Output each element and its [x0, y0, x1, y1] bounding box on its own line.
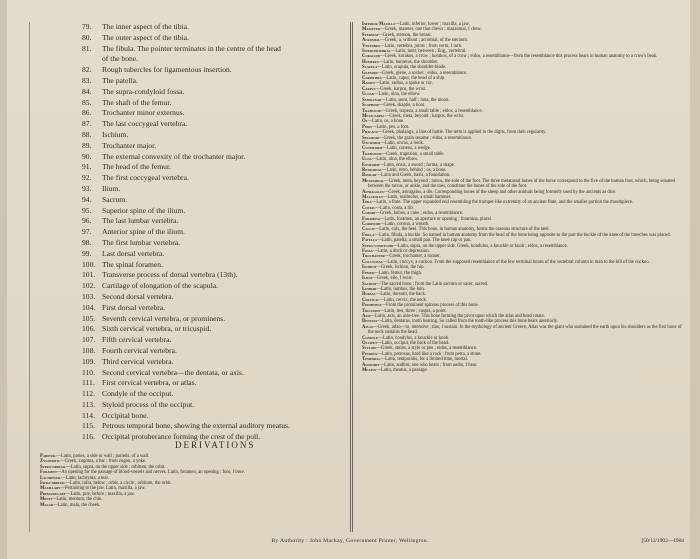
derivation-term: Carpitibus	[362, 76, 382, 82]
derivation-term: Trapezium	[362, 151, 382, 157]
item-text: First cervical vertebra, or atlas.	[102, 378, 197, 388]
list-item	[82, 184, 352, 195]
item-text: Anterior spine of the ilium.	[102, 227, 185, 237]
derivation-term: Cervical	[362, 297, 380, 303]
item-text: The spinal foramen.	[102, 259, 163, 269]
item-text: Sacrum.	[102, 194, 128, 204]
derivation-definition: —Latin, semi, half ; luna, the moon.	[381, 97, 450, 103]
printer-imprint: By Authority : John Mackay, Government Printer, Wellington.	[271, 538, 429, 544]
derivation-term: Trapezoid	[362, 108, 381, 114]
derivation-definition: —Greek, atlao—to, intensive ; tlao, I sustain. In the mythology of ancient Greece, Atlas was the giant who sustained the earth upon his shoulders as the first bone of the neck sustains the head.	[368, 324, 682, 336]
derivation-term: Cuboid	[362, 211, 376, 217]
list-item	[82, 260, 352, 271]
derivation-definition: —Latin, dentatus, tooth bearing. So called from the tooth-like process this bone bears anteriorly.	[377, 319, 559, 325]
derivation-definition: —Latin, ulna, the elbow.	[371, 157, 419, 163]
list-item	[82, 206, 352, 217]
item-text: Fifth cervical vertebra.	[102, 335, 172, 345]
list-item	[82, 216, 352, 227]
derivation-definition: —Greek, trapezion, a small table.	[381, 151, 445, 157]
item-text: Condyle of the occiput.	[102, 389, 174, 399]
list-item	[82, 227, 352, 238]
derivation-definition: —Greek, a, without ; acromial, of the sternum.	[380, 38, 469, 44]
item-text: Petrous temporal bone, showing the external auditory meatus.	[102, 421, 290, 431]
item-number: 94.	[82, 194, 92, 204]
item-text: Trochanter minor externus.	[102, 108, 185, 118]
left-margin-rule	[29, 22, 30, 532]
derivation-definition: —Latin, pes, a foot.	[371, 124, 410, 130]
derivation-definition: —Greek, meta, beyond ; karpos, the wrist.	[384, 113, 465, 119]
item-number: 112.	[82, 389, 96, 399]
item-number: 92.	[82, 173, 92, 183]
derivation-definition: —Latin, a ditch or depression.	[372, 249, 430, 255]
derivation-definition: —Latin, cervix, the neck.	[379, 297, 428, 303]
derivation-term: Malar	[40, 502, 53, 508]
item-number: 97.	[82, 227, 92, 237]
derivation-term: Ilium	[362, 276, 372, 282]
item-text: Ilium.	[102, 183, 121, 193]
list-item	[82, 173, 352, 184]
item-text: Sixth cervical vertebra, or tricuspid.	[102, 324, 212, 334]
item-text: Third cervical vertebra.	[102, 356, 174, 366]
derivation-term: Basilar	[362, 173, 377, 179]
list-item	[82, 249, 352, 260]
item-number: 108.	[82, 345, 96, 355]
derivation-term: Sesamoid	[362, 135, 379, 141]
derivation-definition: —Greek, stulos, a style or pen ; eidos, a resemblance.	[376, 346, 478, 352]
derivation-definition: —Greek, astragalos, a die. Corresponding bones of the sheep and other animals being formerly used by the ancients as dice.	[383, 189, 617, 195]
derivation-definition: —Latin, fibula, a buckle. So named in human anatomy from the head of the bone being opposite to the part the buckle of the knee of the breeches was placed.	[374, 232, 671, 238]
item-number: 85.	[82, 97, 92, 107]
derivation-term: Coracoid	[362, 54, 380, 60]
derivation-definition: —Latin, uncus, a hook.	[380, 140, 425, 146]
derivation-term: Humerus	[362, 59, 379, 65]
item-text: The fibula. The pointer terminates in the centre of the head	[102, 43, 281, 53]
derivation-definition: —Latin, inter, between ; Eng., vertebral.	[390, 49, 467, 55]
derivation-term: Menti	[40, 497, 52, 503]
derivation-definition: —Latin, præ, before ; maxilla, a jaw.	[65, 491, 135, 497]
list-item	[82, 22, 352, 33]
item-number: 100.	[82, 259, 96, 269]
derivation-term: Ischium	[362, 265, 377, 271]
derivation-definition: —Latin, calx, the heel. This bone, in human anatomy, forms the osseous structure of the heel.	[374, 227, 550, 233]
item-text: The shaft of the femur.	[102, 97, 172, 107]
list-item	[82, 130, 352, 141]
list-item	[82, 162, 352, 173]
item-number: 87.	[82, 119, 92, 129]
derivation-term: Ulna	[362, 157, 372, 163]
item-number: 80.	[82, 32, 92, 42]
derivation-term: Condyle	[362, 335, 379, 341]
derivation-definition: —Latin, malleolus, a small hammer.	[382, 195, 452, 200]
derivation-term: Radius	[362, 81, 375, 87]
derivation-definition: —Latin, temporalis, for a limited time, mortal.	[380, 357, 468, 363]
derivation-term: Sternum	[362, 32, 378, 38]
derivation-definition: —Latin, lumbus, the loin.	[376, 286, 425, 292]
item-number: 83.	[82, 75, 92, 85]
item-number: 101.	[82, 270, 96, 280]
derivation-term: Patella	[362, 238, 377, 244]
derivation-definition: —Latin, patella, a small pan. The knee cap or pan.	[376, 238, 472, 244]
derivation-definition: —Latin, foramen, an aperture or opening ; foramina, plural.	[379, 216, 493, 222]
list-item	[82, 303, 352, 314]
derivation-definition: —Greek, trapeza, a small table ; eidos, a resemblance.	[380, 108, 483, 114]
item-number: 91.	[82, 162, 92, 172]
item-number: 113.	[82, 399, 96, 409]
list-item	[82, 76, 352, 87]
derivation-definition: —Latin, caput, the head of a ship.	[381, 76, 446, 82]
derivation-definition: —Latin, meatus, a passage.	[376, 368, 428, 373]
derivation-term: Zygomatic	[40, 459, 61, 465]
derivation-definition: —Latin, coccyx, a cuckoo. From the supposed resemblance of the few terminal bones of the vertebral column in man to the bill of the cuckoo.	[382, 259, 650, 265]
derivation-definition: —Latin, petrosus, hard like a rock ; from petra, a stone.	[377, 351, 482, 357]
derivation-term: Tricuspid	[362, 308, 380, 314]
page-edge-shadow	[0, 0, 7, 559]
item-text: Occipital protuberance forming the crest of the poll.	[102, 432, 261, 442]
derivation-definition: —Greek, phalangx, a line of battle. The term is applied to the digits, from their regularity.	[377, 130, 547, 136]
derivation-definition: —Greek, eilo, I twist.	[372, 276, 413, 282]
item-text: Second cervical vertebra—the dentata, or axis.	[102, 367, 244, 377]
derivation-definition: —Latin, auditor, one who hears ; from audio, I hear.	[379, 362, 478, 368]
derivation-definition: —Latin, mala, the cheek.	[52, 502, 101, 508]
list-item	[82, 389, 352, 400]
derivation-term: Foramina	[362, 216, 380, 222]
item-number: 109.	[82, 356, 96, 366]
list-item	[82, 141, 352, 152]
item-number: 107.	[82, 335, 96, 345]
derivation-definition: —Latin, axis, an axle-tree. This bone forming the pivot upon which the atlas and head rotate.	[370, 313, 545, 319]
derivation-definition: —Pertaining to the jaw. Latin, maxilla, a jaw.	[60, 486, 146, 492]
list-item	[82, 195, 352, 206]
derivation-definition: —From the prominent spinous process of this bone.	[381, 303, 479, 309]
derivation-definition: —Latin, condylus, a knuckle or knob.	[378, 335, 450, 341]
derivation-definition: —Greek, trochanter, a runner.	[384, 254, 441, 260]
item-text: Styloid process of the occiput.	[102, 399, 195, 409]
list-item	[82, 335, 352, 346]
derivation-definition: —The sacred bone ; from the Latin sacrum or sacer, sacred.	[376, 281, 489, 287]
item-text: The patella.	[102, 75, 138, 85]
derivation-term: Femur	[362, 270, 375, 276]
item-text: Superior spine of the ilium.	[102, 205, 186, 215]
derivation-definition: —Latin, radius, a spoke or ray.	[374, 81, 433, 87]
derivation-term: Astragalus	[362, 189, 384, 195]
item-text: The first lumbar vertebra.	[102, 237, 181, 247]
derivation-term: Metacarpal	[362, 113, 385, 119]
derivation-definition: —Latin, mentum, the chin.	[51, 497, 103, 503]
column-divider-double	[352, 22, 353, 532]
derivation-definition: —Greek, zugoma, a bar ; from zugon, a yoke.	[60, 459, 147, 465]
derivation-term: Premaxillary	[40, 491, 66, 497]
derivation-definition: —Latin, humerus, the shoulder.	[378, 59, 439, 65]
item-text: The inner aspect of the tibia.	[102, 22, 189, 31]
item-number: 110.	[82, 367, 96, 377]
derivation-definition: —Latin, lachryma, a tear.	[61, 475, 109, 481]
derivation-term: Retrorsal	[362, 167, 382, 173]
derivation-term: Inferior Maxilla	[362, 22, 395, 27]
derivation-definition: —Latin, infra, below ; orbis, a circle ; orbitum, the orbit.	[65, 481, 172, 487]
list-item	[82, 281, 352, 292]
derivation-term: Ulnar	[362, 92, 374, 98]
derivation-term: Fibula	[362, 232, 375, 238]
derivation-definition: —Greek, kubos, a cube ; eidos, a resemblance.	[375, 211, 464, 217]
derivation-definition: —Latin, supra, on the upper side ; orbitum, the orbit.	[66, 464, 166, 470]
derivation-term: Atlas	[362, 324, 374, 330]
list-item	[82, 33, 352, 44]
page-edge-right	[690, 0, 700, 559]
derivation-term: Cuneiform	[362, 146, 383, 152]
derivation-definition: —Greek, meta, beyond ; tarsos, the sole of the foot. The three metatarsal bones of the horse correspond to the five of the human foot, which, being situated between the tarsus, or ankle, and the toes, constitute the bones of the sole of the foot.	[368, 178, 675, 190]
item-number: 82.	[82, 65, 92, 75]
item-number: 115.	[82, 421, 96, 431]
item-number: 105.	[82, 313, 96, 323]
item-text: The first coccygeal vertebra.	[102, 173, 189, 183]
derivation-term: Prominens	[362, 303, 382, 309]
item-number: 95.	[82, 205, 92, 215]
derivation-definition: —Latin, inferior, lower ; maxilla, a jaw.	[394, 22, 470, 27]
derivation-entry	[362, 325, 687, 336]
item-number: 96.	[82, 216, 92, 226]
derivation-definition: —Latin, a flute. The upper expanded end resembling the trumpet-like extremity of an ancient flute, and the smaller portion the mouthpiece.	[371, 200, 634, 206]
derivation-definition: —Greek, glene, a socket ; eidos, a resemblance.	[377, 70, 468, 76]
derivation-term: Os	[362, 119, 368, 125]
derivation-definition: —Greek, korakos, a crow ; korakos, of a crow ; eidos, a resemblance—from the resemblance this process bears in human anatomy to a crow's beak.	[379, 54, 658, 60]
derivation-term: Dorsal	[362, 292, 376, 298]
derivation-term: Vertebra	[362, 43, 380, 49]
derivation-term: Styloid	[362, 346, 377, 352]
item-text: Ischium.	[102, 129, 129, 139]
derivation-term: Ensiform	[362, 162, 380, 168]
derivation-term: Semilunar	[362, 97, 382, 103]
derivation-term: Metatarsal	[362, 178, 385, 184]
item-number: 89.	[82, 140, 92, 150]
derivation-definition: —Latin, os, a bone.	[367, 119, 405, 125]
derivation-term: Maxillary	[40, 486, 61, 492]
item-number: 81.	[82, 43, 92, 53]
derivation-term: Costal	[362, 205, 376, 211]
derivation-definition: —Latin, scapula, the shoulder-blade.	[377, 65, 447, 71]
column-divider	[350, 22, 351, 532]
derivation-term: Lumbar	[362, 286, 377, 292]
list-item	[82, 357, 352, 368]
item-text: The outer aspect of the tibia.	[102, 32, 189, 42]
derivation-term: Parietal	[40, 454, 57, 459]
derivation-definition: —Latin, retro, behind ; os, a bone.	[381, 167, 447, 173]
derivation-term: Malleolus	[362, 195, 383, 200]
list-item	[82, 152, 352, 163]
derivation-definition: —An opening for the passage of blood-vessels and nerves. Latin, foramen, an opening ; foro, I bore.	[56, 470, 245, 476]
list-item	[82, 54, 352, 65]
derivation-term: Scapula	[362, 65, 378, 71]
derivation-term: Acromial	[362, 38, 381, 44]
item-text: Fourth cervical vertebra.	[102, 345, 177, 355]
derivation-entry	[362, 179, 687, 190]
item-number: 93.	[82, 183, 92, 193]
derivation-term: Fossa	[362, 249, 373, 255]
derivation-definition: —Latin and Greek, basis, a foundation.	[376, 173, 451, 179]
list-item	[82, 292, 352, 303]
item-number: 111.	[82, 378, 95, 388]
list-item	[82, 44, 352, 55]
item-text: Transverse process of dorsal vertebra (13th).	[102, 270, 238, 280]
list-item	[82, 421, 352, 432]
derivation-term: Pedis	[362, 124, 372, 130]
derivation-term: Trochanter	[362, 254, 385, 260]
derivation-definition: —Latin, ensis, a sword ; forma, a shape.	[379, 162, 455, 168]
item-text: The last coccygeal vertebra.	[102, 119, 188, 129]
list-item	[82, 314, 352, 325]
list-item	[82, 65, 352, 76]
derivation-term: Glenoid	[362, 70, 378, 76]
derivation-definition: —Latin, tres, three ; cuspis, a point.	[379, 308, 447, 314]
derivation-definition: —Latin, ulna, the elbow.	[373, 92, 421, 98]
derivation-term: Masseter	[362, 27, 381, 33]
derivations-right-column	[362, 22, 687, 373]
derivation-term: Occiput	[362, 340, 378, 346]
list-item	[82, 87, 352, 98]
derivation-definition: —Greek, skaphe, a boat.	[378, 103, 426, 109]
derivation-definition: —Latin, cuneus, a wedge.	[382, 146, 432, 152]
derivation-entry	[40, 503, 346, 508]
list-item	[82, 411, 352, 422]
item-text: Last dorsal vertebra.	[102, 248, 165, 258]
item-number: 116.	[82, 432, 96, 442]
item-text: Rough tubercles for ligamentous insertion.	[102, 65, 232, 75]
item-text: of the bone.	[102, 54, 139, 64]
derivation-definition: —Latin, paries, a side or wall ; parietis, of a wall.	[56, 454, 150, 459]
derivation-definition: —Greek, maseter, one that chews ; masaomai, I chew.	[380, 27, 482, 33]
derivation-term: Lachrymal	[40, 475, 62, 481]
derivation-definition: —Latin, vertebra, joints ; from verto, I turn.	[379, 43, 463, 49]
derivation-term: Carpus	[362, 86, 376, 92]
numbered-bone-list	[82, 22, 352, 443]
item-number: 104.	[82, 302, 96, 312]
item-number: 79.	[82, 22, 92, 31]
derivation-term: Intervertebral	[362, 49, 391, 55]
list-item	[82, 324, 352, 335]
derivation-term: Supra-orbital	[40, 464, 67, 470]
list-item	[82, 378, 352, 389]
list-item	[82, 98, 352, 109]
item-number: 102.	[82, 281, 96, 291]
derivation-term: Temporal	[362, 357, 381, 363]
item-number: 106.	[82, 324, 96, 334]
derivation-definition: —Latin, dorsum, the back.	[375, 292, 426, 298]
list-item	[82, 270, 352, 281]
derivation-definition: —Latin, supra, on the upper side. Greek, kondulos, a knuckle or knob ; eidos, a resemblance.	[393, 243, 568, 249]
item-number: 114.	[82, 410, 96, 420]
derivation-term: Auditory	[362, 362, 380, 368]
derivation-term: Sacrum	[362, 281, 377, 287]
list-item	[82, 368, 352, 379]
derivation-definition: —Greek, ischion, the hip.	[376, 265, 425, 271]
derivation-definition: —Latin, corona, a wreath.	[380, 222, 430, 228]
item-text: Seventh cervical vertebra, or prominens.	[102, 313, 226, 323]
derivation-term: Calcis	[362, 227, 375, 233]
item-text: The last lumbar vertebra.	[102, 216, 179, 226]
item-text: The head of the femur.	[102, 162, 171, 172]
derivation-term: Coccygeal	[362, 259, 383, 265]
derivation-term: Infra-orbital	[40, 481, 66, 487]
derivation-definition: —Latin, occiput, the back of the head.	[377, 340, 450, 346]
list-item	[82, 119, 352, 130]
derivation-term: Tibia	[362, 200, 372, 206]
item-text: Second dorsal vertebra.	[102, 291, 174, 301]
derivation-definition: —Greek, karpos, the wrist.	[375, 86, 427, 92]
item-number: 99.	[82, 248, 92, 258]
derivation-term: Supra-condyloid	[362, 243, 394, 249]
derivation-definition: —Greek, the grain sesame ; eidos, a resemblance.	[378, 135, 473, 141]
item-text: The supra-condyloid fossa.	[102, 86, 185, 96]
item-text: The external convexity of the trochanter major.	[102, 151, 246, 161]
item-number: 84.	[82, 86, 92, 96]
derivation-term: Foramen	[40, 470, 57, 476]
derivation-entry	[362, 368, 687, 373]
derivation-term: Meatus	[362, 368, 377, 373]
list-item	[82, 400, 352, 411]
item-number: 103.	[82, 291, 96, 301]
derivation-term: Coronoid	[362, 222, 381, 228]
item-text: Trochanter major.	[102, 140, 157, 150]
item-number: 98.	[82, 237, 92, 247]
derivations-left-column	[40, 454, 346, 508]
derivation-term: Axis	[362, 313, 371, 319]
list-item	[82, 346, 352, 357]
derivation-definition: —Greek, sternon, the breast.	[377, 32, 432, 38]
derivation-term: Scaphoid	[362, 103, 379, 109]
derivations-heading: DERIVATIONS	[175, 440, 256, 450]
item-number: 88.	[82, 129, 92, 139]
item-text: Cartilage of elongation of the scapula.	[102, 281, 218, 291]
item-text: Occipital bone.	[102, 410, 149, 420]
derivation-term: Phalanx	[362, 130, 378, 136]
item-number: 90.	[82, 151, 92, 161]
derivation-term: Petrous	[362, 351, 378, 357]
item-number: 86.	[82, 108, 92, 118]
derivation-term: Unciform	[362, 140, 381, 146]
derivation-definition: —Latin, costa, a rib.	[375, 205, 414, 211]
item-text: First dorsal vertebra.	[102, 302, 166, 312]
list-item	[82, 238, 352, 249]
print-code: [50/12/1903—1904	[641, 538, 684, 544]
list-item	[82, 108, 352, 119]
derivation-term: Dentata	[362, 319, 378, 325]
derivation-definition: —Latin, femur, the thigh.	[374, 270, 423, 276]
